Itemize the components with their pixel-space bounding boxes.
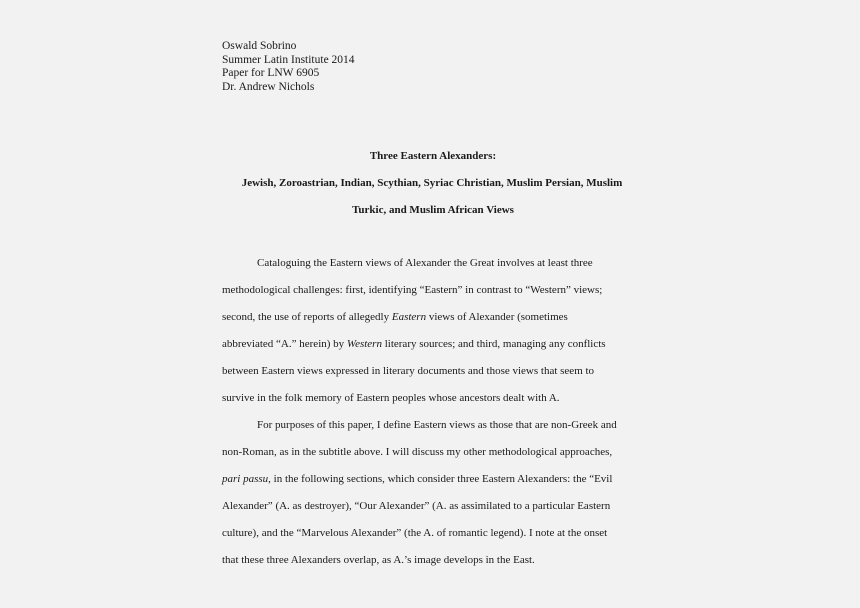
paragraph-1-line-5: between Eastern views expressed in literary documents and those views that seem to bbox=[222, 365, 595, 377]
italic-western: Western bbox=[346, 338, 382, 350]
paragraph-1-line-2: methodological challenges: first, identifying “Eastern” in contrast to “Western” views; bbox=[222, 284, 603, 296]
italic-eastern: Eastern bbox=[391, 311, 427, 323]
text-segment: literary sources; and third, managing any conflicts bbox=[381, 338, 606, 350]
paragraph-1-line-4 bbox=[222, 338, 606, 350]
text-segment: views of Alexander (sometimes bbox=[426, 311, 568, 323]
paragraph-1-line-1: Cataloguing the Eastern views of Alexander the Great involves at least three bbox=[257, 257, 593, 269]
instructor-name: Dr. Andrew Nichols bbox=[222, 80, 315, 93]
paper-title: Three Eastern Alexanders: bbox=[369, 150, 497, 162]
institute-name: Summer Latin Institute 2014 bbox=[222, 53, 355, 66]
paragraph-2-line-5: culture), and the “Marvelous Alexander” (the A. of romantic legend). I note at the onset bbox=[222, 527, 608, 539]
paragraph-2-line-2: non-Roman, as in the subtitle above. I will discuss my other methodological approaches, bbox=[222, 446, 613, 458]
paper-subtitle-line-1: Jewish, Zoroastrian, Indian, Scythian, Syriac Christian, Muslim Persian, Muslim bbox=[241, 177, 623, 189]
text-segment: abbreviated “A.” herein) by bbox=[222, 338, 347, 350]
author-name: Oswald Sobrino bbox=[222, 40, 297, 52]
course-name: Paper for LNW 6905 bbox=[222, 67, 320, 80]
paragraph-2-line-4: Alexander” (A. as destroyer), “Our Alexander” (A. as assimilated to a particular Eastern bbox=[222, 500, 611, 512]
author-header bbox=[222, 40, 355, 94]
paragraph-2-line-3 bbox=[222, 473, 612, 485]
text-segment: , in the following sections, which consider three Eastern Alexanders: the “Evil bbox=[268, 473, 613, 485]
paragraph-2-line-6: that these three Alexanders overlap, as A.’s image develops in the East. bbox=[222, 554, 535, 566]
paragraph-1-line-6: survive in the folk memory of Eastern peoples whose ancestors dealt with A. bbox=[222, 392, 560, 404]
paper-subtitle-line-2: Turkic, and Muslim African Views bbox=[352, 204, 514, 216]
paragraph-1-line-3 bbox=[222, 311, 568, 323]
paragraph-2-line-1: For purposes of this paper, I define Eastern views as those that are non-Greek and bbox=[257, 419, 617, 431]
italic-pari-passu: pari passu bbox=[222, 473, 269, 485]
text-segment: second, the use of reports of allegedly bbox=[222, 311, 392, 323]
